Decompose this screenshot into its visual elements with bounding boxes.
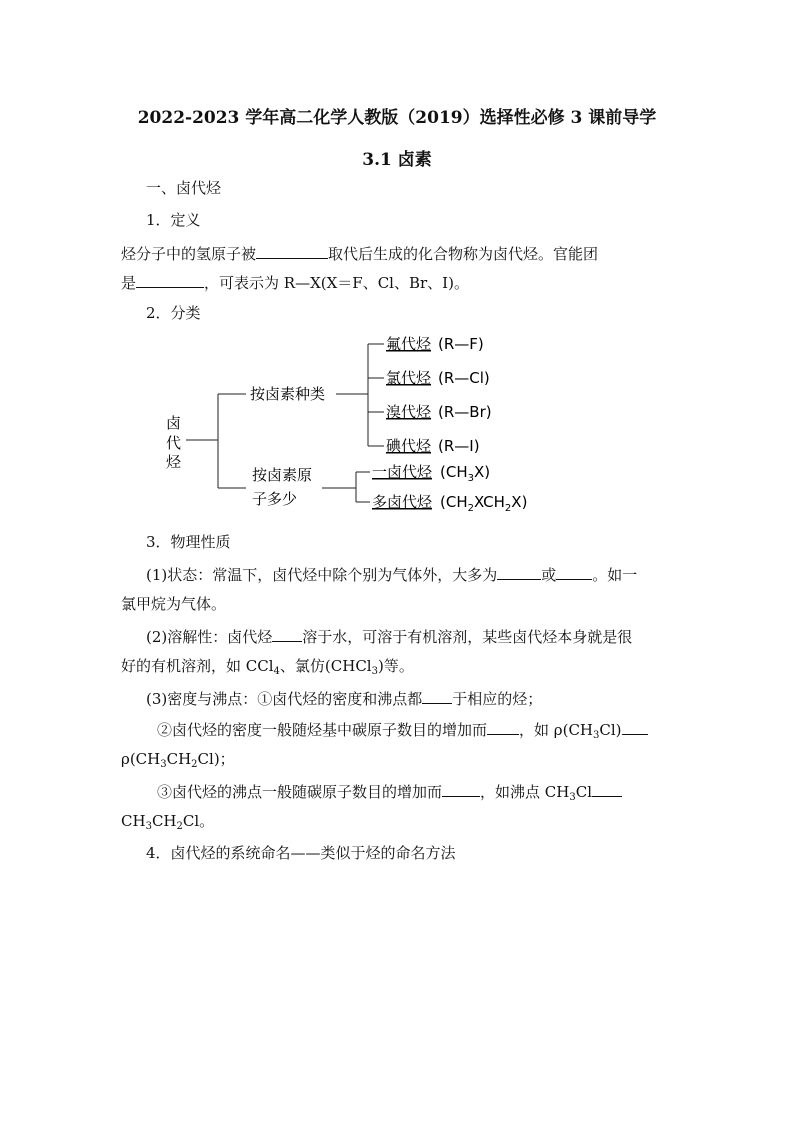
fill-blank[interactable] <box>272 626 302 642</box>
solubility-text-a: (2)溶解性：卤代烃 <box>146 628 273 646</box>
boiling-line-1 <box>157 781 622 802</box>
subscript: 3 <box>160 759 167 770</box>
leaf-fluoro-name: 氟代烃 <box>386 335 432 353</box>
solubility-line-2 <box>121 656 414 676</box>
boiling-text-c: Cl <box>575 783 592 801</box>
density-text-g: CH <box>166 750 192 768</box>
section-heading-haloalkane: 一、卤代烃 <box>146 179 222 197</box>
leaf-bromo-formula: (R—Br) <box>438 403 492 421</box>
fill-blank[interactable] <box>497 564 541 580</box>
leaf-bromo-name: 溴代烃 <box>386 403 432 421</box>
fill-blank[interactable] <box>592 781 622 797</box>
subscript: 4 <box>273 666 280 677</box>
leaf-iodo-formula: (R—I) <box>438 437 480 455</box>
leaf-chloro-formula: (R—Cl) <box>438 369 490 387</box>
root-char-2: 代 <box>166 434 182 452</box>
branch-by-halogen-type: 按卤素种类 <box>250 385 326 403</box>
branch-by-halogen-count-1: 按卤素原 <box>252 466 313 484</box>
density-text-c: ②卤代烃的密度一般随烃基中碳原子数目的增加而 <box>157 721 488 739</box>
fill-blank[interactable] <box>556 564 592 580</box>
leaf-mono-name: 一卤代烃 <box>372 463 433 481</box>
solubility-line-1 <box>146 626 632 647</box>
leaf-chloro-name: 氯代烃 <box>386 369 432 387</box>
subscript: 2 <box>191 759 198 770</box>
definition-text-b: 取代后生成的化合物称为卤代烃。官能团 <box>328 245 599 263</box>
boiling-text-b: ，如沸点 CH <box>480 783 570 801</box>
boiling-text-a: ③卤代烃的沸点一般随碳原子数目的增加而 <box>157 783 443 801</box>
classification-heading: 2．分类 <box>146 304 201 322</box>
boiling-text-e: CH <box>151 812 177 830</box>
density-text-h: Cl)； <box>197 750 235 768</box>
subscript: 2 <box>176 821 183 832</box>
branch-by-halogen-count-2: 子多少 <box>252 490 298 508</box>
subscript: 3 <box>569 792 576 803</box>
physical-properties-heading: 3．物理性质 <box>146 533 231 551</box>
document-title: 2022-2023 学年高二化学人教版（2019）选择性必修 3 课前导学 <box>137 108 657 128</box>
solubility-text-c2: 、氯仿(CHCl <box>279 657 372 675</box>
density-text-e: Cl) <box>599 721 622 739</box>
subscript: 3 <box>593 730 600 741</box>
state-text-b: 或 <box>541 566 557 584</box>
leaf-iodo-name: 碘代烃 <box>386 437 432 455</box>
boiling-text-d: CH <box>121 812 146 830</box>
density-text-f: ρ(CH <box>121 750 161 768</box>
solubility-text-b: 溶于水，可溶于有机溶剂，某些卤代烃本身就是很 <box>302 628 633 646</box>
subscript: 3 <box>371 666 378 677</box>
root-char-3: 烃 <box>166 453 182 471</box>
leaf-mono-formula: $(CH_3X)$ <box>440 463 491 484</box>
fill-blank[interactable] <box>422 688 452 704</box>
boiling-text-f: Cl。 <box>182 812 215 830</box>
root-char-1: 卤 <box>166 414 182 432</box>
leaf-fluoro-formula: (R—F) <box>438 335 484 353</box>
solubility-text-c1: 好的有机溶剂，如 CCl <box>121 657 274 675</box>
document-subtitle: 3.1 卤素 <box>362 150 432 170</box>
leaf-poly-name: 多卤代烃 <box>372 493 433 511</box>
subscript: 3 <box>145 821 152 832</box>
fill-blank[interactable] <box>487 719 519 735</box>
definition-text-a: 烃分子中的氢原子被 <box>121 245 257 263</box>
definition-heading: 1．定义 <box>146 211 201 229</box>
density-line-3 <box>121 749 235 769</box>
definition-text-d: ，可表示为 R—X(X＝F、Cl、Br、I)。 <box>204 274 469 292</box>
definition-text-c: 是 <box>121 274 137 292</box>
density-line-2 <box>157 719 648 740</box>
state-text-c: 。如一 <box>592 566 638 584</box>
fill-blank[interactable] <box>442 781 480 797</box>
leaf-poly-formula: $(CH_2XCH_2X)$ <box>440 493 528 514</box>
density-text-d: ，如 ρ(CH <box>519 721 594 739</box>
state-line-1 <box>146 564 637 585</box>
solubility-text-c3: )等。 <box>377 657 414 675</box>
density-text-a: (3)密度与沸点：①卤代烃的密度和沸点都 <box>146 690 423 708</box>
boiling-line-2 <box>121 811 214 831</box>
density-text-b: 于相应的烃； <box>452 690 543 708</box>
naming-heading: 4．卤代烃的系统命名——类似于烃的命名方法 <box>146 844 456 862</box>
fill-blank[interactable] <box>622 719 648 735</box>
state-text-a: (1)状态：常温下，卤代烃中除个别为气体外，大多为 <box>146 566 498 584</box>
density-line-1 <box>146 688 542 709</box>
state-line-2: 氯甲烷为气体。 <box>121 595 227 613</box>
